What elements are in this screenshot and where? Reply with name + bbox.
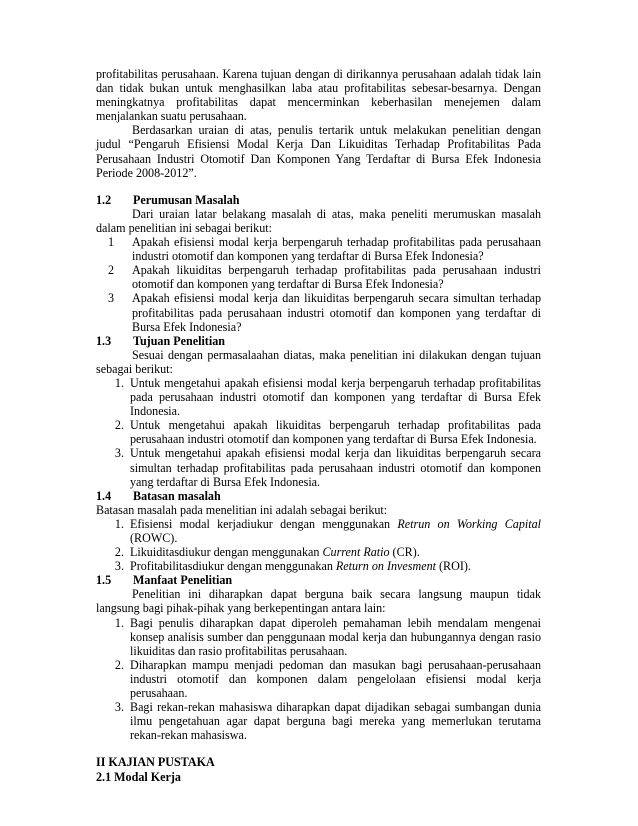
section-title: Batasan masalah xyxy=(133,488,221,503)
list-text-part: (CR). xyxy=(389,545,420,560)
list-item xyxy=(96,658,541,700)
spacer xyxy=(96,742,541,755)
list-number: 1. xyxy=(114,615,124,630)
list-text-part: Efisiensi modal kerjadiukur dengan menggunakan xyxy=(130,516,398,531)
list-item xyxy=(96,418,541,446)
list-item xyxy=(96,263,541,291)
list-number: 2. xyxy=(114,545,124,560)
list-text: Apakah efisiensi modal kerja berpengaruh terhadap profitabilitas pada perusahaan industri otomotif dan komponen yang terdaftar di Bursa Efek Indonesia? xyxy=(132,235,541,264)
list-item xyxy=(96,291,541,333)
list-number: 3 xyxy=(107,291,114,306)
paragraph-profitability: profitabilitas perusahaan. Karena tujuan dengan di dirikannya perusahaan adalah tidak lain dan tidak bukan untuk menghasilkan laba atau profitabilitas sebesar-besarnya. Dengan meningkatnya profitabilitas dapat mencerminkan keberhasilan menejemen dalam menjalankan suatu perusahaan. xyxy=(96,67,541,124)
list-item xyxy=(96,446,541,488)
paragraph-research-title: Berdasarkan uraian di atas, penulis tertarik untuk melakukan penelitian dengan judul “Pengaruh Efisiensi Modal Kerja Dan Likuiditas Terhadap Profitabilitas Pada Perusahaan Industri Otomotif Dan Komponen Yang Terdaftar di Bursa Efek Indonesia Periode 2008-2012”. xyxy=(96,123,541,180)
section-heading-1-2 xyxy=(96,193,541,207)
section-number: 1.5 xyxy=(96,573,112,588)
list-number: 2. xyxy=(114,418,124,433)
section-intro: Batasan masalah pada menelitian ini adalah sebagai berikut: xyxy=(96,502,388,517)
section-number: 1.4 xyxy=(96,488,112,503)
section-title: Perumusan Masalah xyxy=(133,192,240,207)
spacer xyxy=(96,180,541,193)
benefit-list xyxy=(96,616,541,743)
section-number: 1.3 xyxy=(96,333,112,348)
list-text xyxy=(130,545,541,559)
list-text xyxy=(130,559,541,573)
subsection-title: 2.1 Modal Kerja xyxy=(96,769,181,784)
list-item xyxy=(96,545,541,559)
section-title: Manfaat Penelitian xyxy=(133,573,233,588)
list-text: Bagi penulis diharapkan dapat diperoleh pemahaman lebih mendalam mengenai konsep analisis sumber dan penggunaan modal kerja dan hubungannya dengan rasio likuiditas dan rasio profitabilitas perusahaan. xyxy=(130,615,541,658)
objective-list xyxy=(96,376,541,489)
chapter-title: II KAJIAN PUSTAKA xyxy=(96,755,215,770)
section-intro: Dari uraian latar belakang masalah di atas, maka peneliti merumuskan masalah dalam penelitian ini sebagai berikut: xyxy=(96,206,541,235)
list-text-part: (ROWC). xyxy=(130,531,178,545)
limitation-list xyxy=(96,517,541,573)
list-text: Apakah likuiditas berpengaruh terhadap profitabilitas pada perusahaan industri otomotif dan komponen yang terdaftar di Bursa Efek Indonesia? xyxy=(132,263,541,292)
list-item xyxy=(96,376,541,418)
list-text-italic: Current Ratio xyxy=(322,545,390,560)
list-item xyxy=(96,616,541,658)
section-intro: Penelitian ini diharapkan dapat berguna baik secara langsung maupun tidak langsung bagi pihak-pihak yang berkepentingan antara lain: xyxy=(96,587,541,616)
section-heading-1-4 xyxy=(96,489,541,503)
list-number: 3. xyxy=(114,700,124,715)
list-text-italic: Return on Invesment xyxy=(335,559,436,574)
list-number: 2. xyxy=(114,657,124,672)
list-number: 3. xyxy=(114,446,124,461)
list-item xyxy=(96,517,541,545)
list-text: Untuk mengetahui apakah efisiensi modal kerja berpengaruh terhadap profitabilitas pada perusahaan industri otomotif dan komponen yang terdaftar di Bursa Efek Indonesia. xyxy=(130,375,541,419)
problem-list xyxy=(96,235,541,334)
section-number: 1.2 xyxy=(96,192,112,207)
list-number: 1 xyxy=(107,235,114,250)
page-content xyxy=(96,67,541,784)
section-heading-1-3 xyxy=(96,334,541,348)
list-number: 2 xyxy=(107,263,114,278)
list-item xyxy=(96,700,541,742)
list-text-part: Likuiditasdiukur dengan menggunakan xyxy=(130,545,323,560)
list-text-italic: Retrun on Working Capital xyxy=(397,516,541,531)
section-intro: Sesuai dengan permasalaahan diatas, maka penelitian ini dilakukan dengan tujuan sebagai berikut: xyxy=(96,347,541,376)
section-heading-1-5 xyxy=(96,573,541,587)
list-text: Diharapkan mampu menjadi pedoman dan masukan bagi perusahaan-perusahaan industri otomotif dan komponen dalam pengelolaan efisiensi modal kerja perusahaan. xyxy=(130,657,541,701)
list-text: Untuk mengetahui apakah efisiensi modal kerja dan likuiditas berpengaruh secara simultan terhadap profitabilitas pada perusahaan industri otomotif dan komponen yang terdaftar di Bursa Efek Indonesia. xyxy=(130,446,541,489)
list-item xyxy=(96,235,541,263)
list-number: 1. xyxy=(114,516,124,531)
list-number: 3. xyxy=(114,559,124,574)
list-text xyxy=(130,517,541,545)
list-text-part: (ROI). xyxy=(435,559,471,574)
list-item xyxy=(96,559,541,573)
list-number: 1. xyxy=(114,375,124,390)
list-text: Untuk mengetahui apakah likuiditas berpengaruh terhadap profitabilitas pada perusahaan industri otomotif dan komponen yang terdaftar di Bursa Efek Indonesia. xyxy=(130,418,541,447)
section-title: Tujuan Penelitian xyxy=(133,333,225,348)
list-text-part: Profitabilitasdiukur dengan menggunakan xyxy=(130,559,336,574)
list-text: Apakah efisiensi modal kerja dan likuiditas berpengaruh secara simultan terhadap profitabilitas pada perusahaan industri otomotif dan komponen yang terdaftar di Bursa Efek Indonesia? xyxy=(132,291,541,334)
list-text: Bagi rekan-rekan mahasiswa diharapkan dapat dijadikan sebagai sumbangan dunia ilmu pengetahuan agar dapat berguna bagi mereka yang memerlukan terutama rekan-rekan mahasiswa. xyxy=(130,700,541,743)
